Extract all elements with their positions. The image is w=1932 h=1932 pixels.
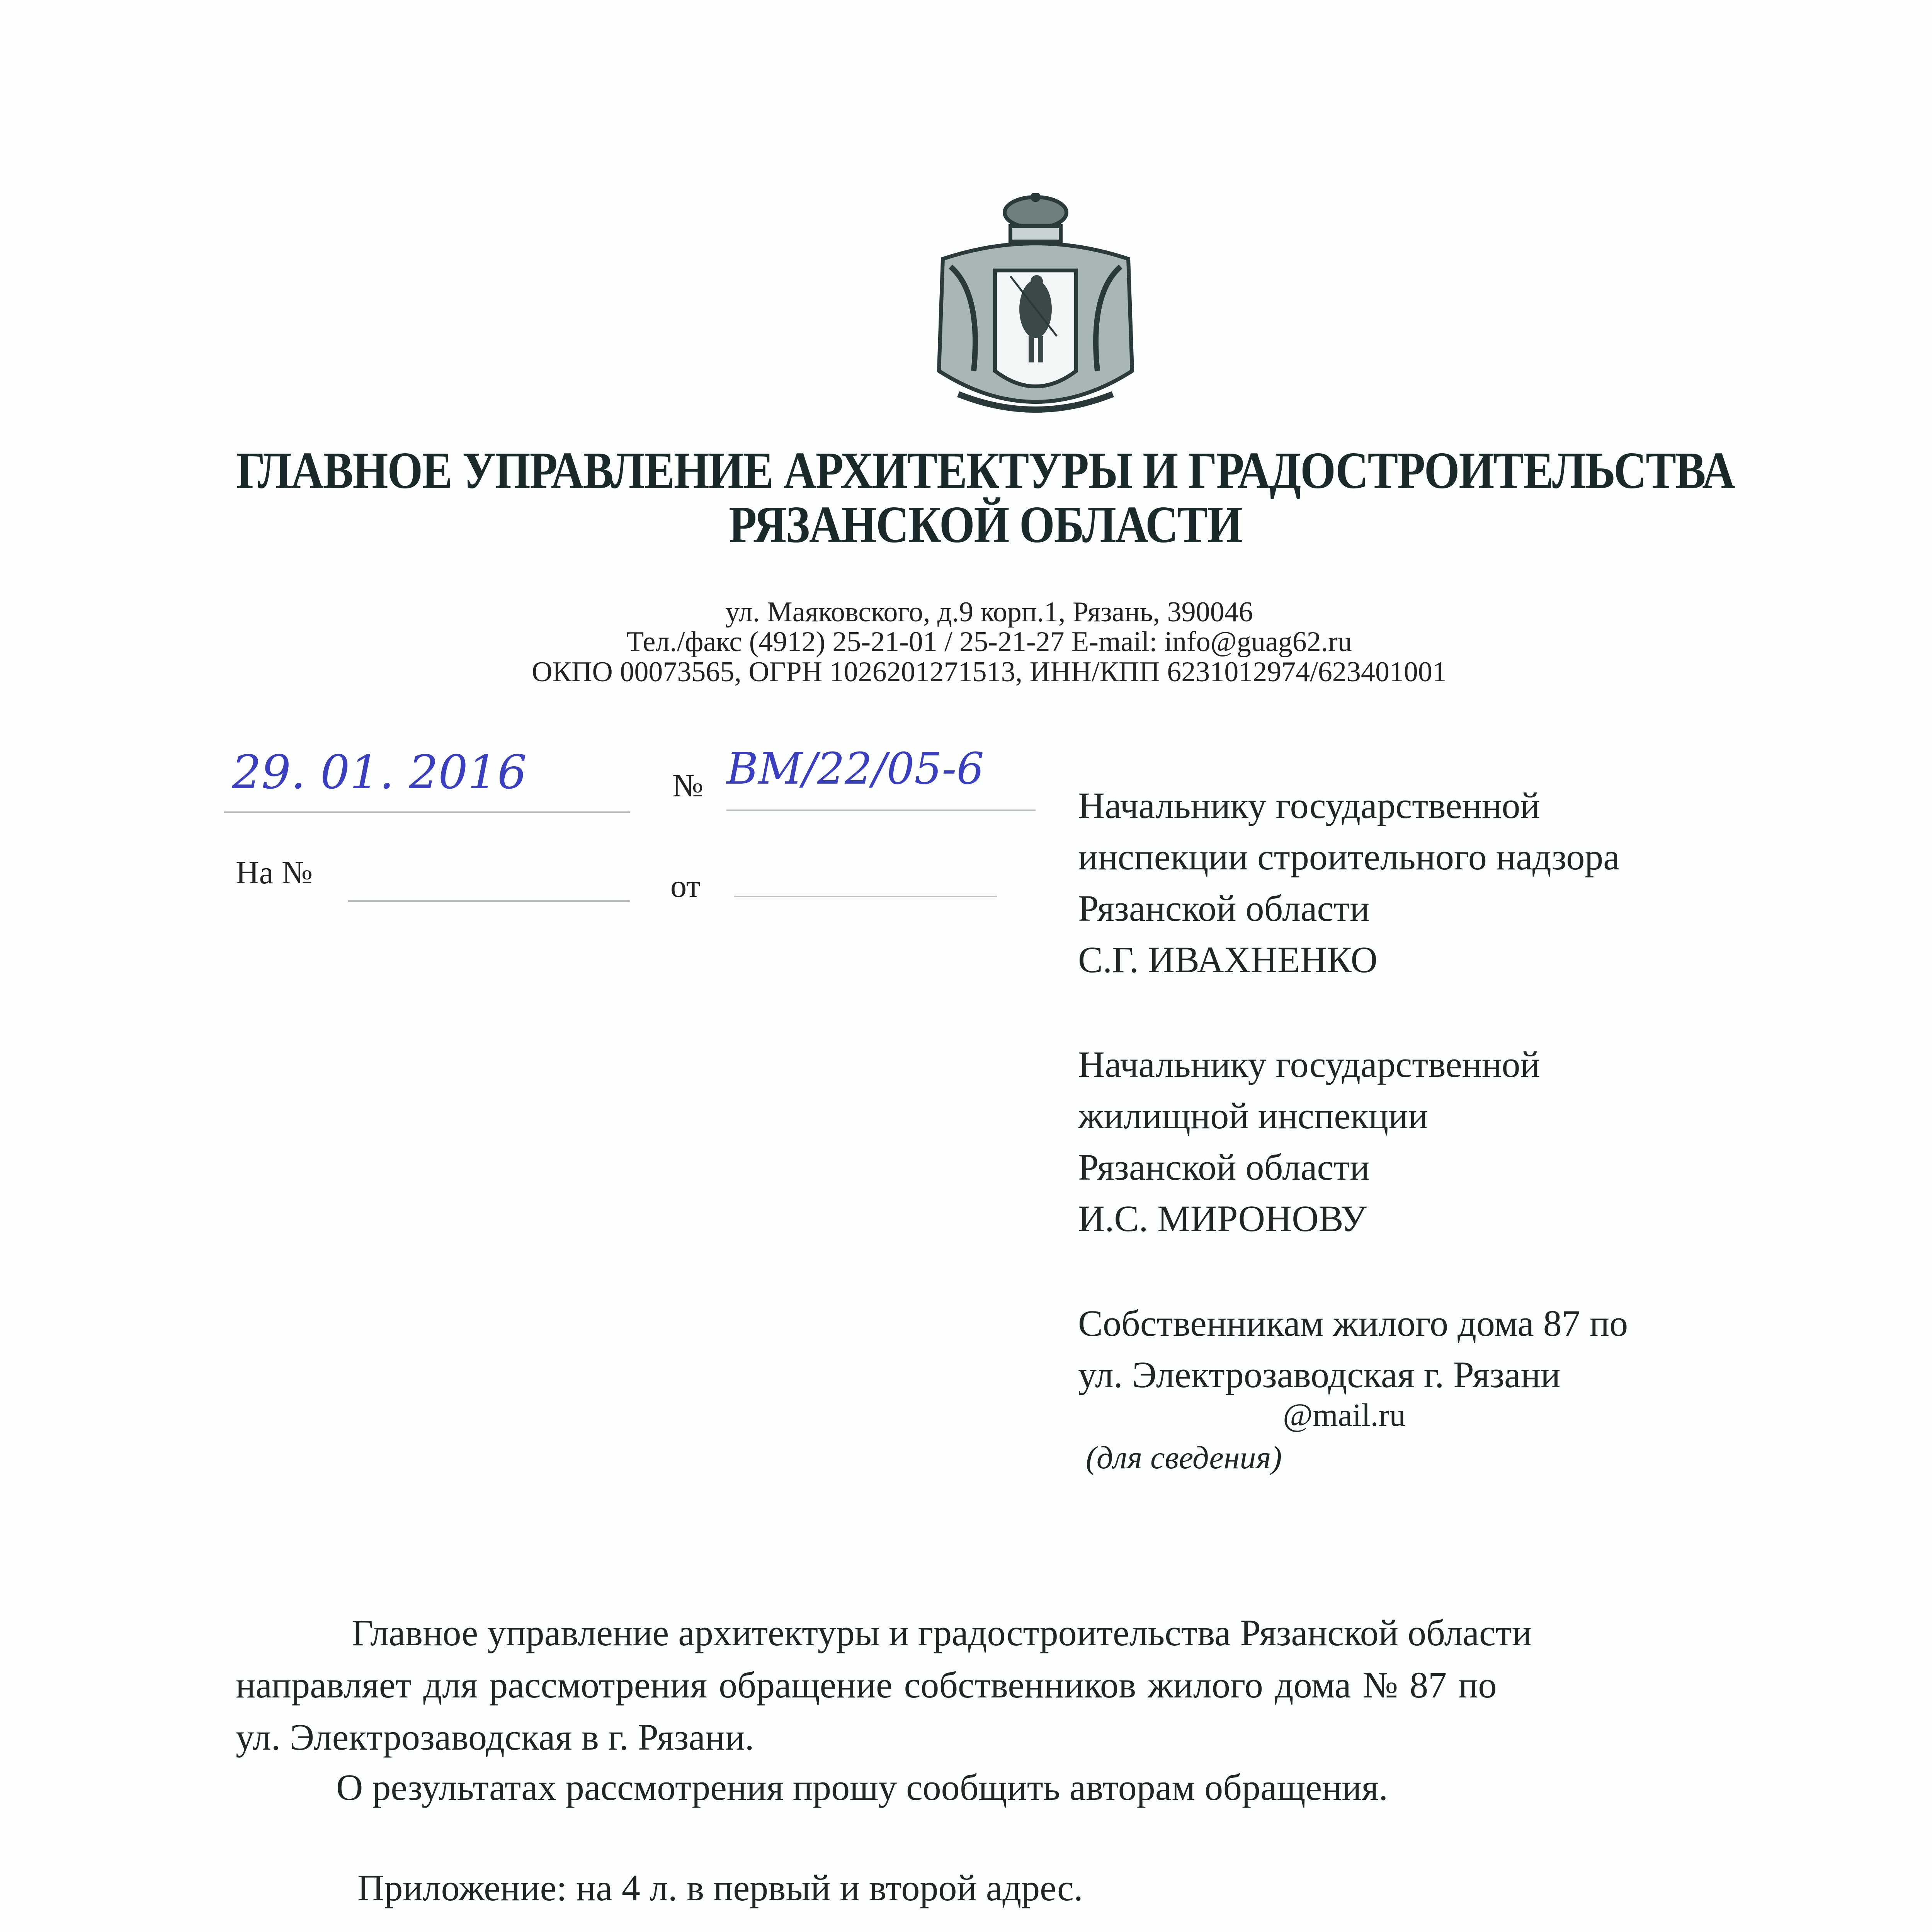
addressee-3-note: (для сведения) — [1086, 1440, 1282, 1476]
organization-title-line1: ГЛАВНОЕ УПРАВЛЕНИЕ АРХИТЕКТУРЫ И ГРАДОСТРОИТЕЛЬСТВА — [236, 441, 1735, 500]
from-underline — [734, 896, 997, 897]
addressee-3-email: @mail.ru — [1283, 1397, 1406, 1433]
addressee-1 — [1078, 786, 1620, 979]
body-paragraph-1-line-1: Главное управление архитектуры и градостроительства Рязанской области — [352, 1612, 1532, 1653]
organization-address: ул. Маяковского, д.9 корп.1, Рязань, 390046 — [725, 596, 1253, 628]
date-underline — [224, 811, 630, 813]
body-paragraph-1-line-3: ул. Электрозаводская в г. Рязани. — [236, 1716, 754, 1758]
addressee-1-line: Начальнику государственной — [1078, 785, 1540, 826]
addressee-1-line: Рязанской области — [1078, 888, 1370, 929]
body-paragraph-2: О результатах рассмотрения прошу сообщить авторам обращения. — [336, 1767, 1388, 1808]
organization-phone-email: Тел./факс (4912) 25-21-01 / 25-21-27 E-mail: info@guag62.ru — [626, 626, 1352, 658]
addressee-2-line: Рязанской области — [1078, 1146, 1370, 1188]
attachment-note: Приложение: на 4 л. в первый и второй адрес. — [357, 1867, 1083, 1908]
addressee-2-line: жилищной инспекции — [1078, 1095, 1428, 1136]
number-underline — [726, 810, 1036, 811]
organization-registry-codes: ОКПО 00073565, ОГРН 1026201271513, ИНН/КПП 6231012974/623401001 — [532, 656, 1447, 688]
addressee-2-name: И.С. МИРОНОВУ — [1078, 1198, 1367, 1239]
coat-of-arms-emblem — [927, 193, 1144, 425]
organization-title-line2: РЯЗАНСКОЙ ОБЛАСТИ — [729, 495, 1242, 554]
addressee-3-line: ул. Электрозаводская г. Рязани — [1078, 1354, 1561, 1395]
reply-to-label: На № — [236, 855, 313, 891]
body-paragraph-1-line-2: направляет для рассмотрения обращение собственников жилого дома № 87 по — [236, 1664, 1497, 1706]
addressee-3 — [1078, 1304, 1628, 1475]
addressee-1-name: С.Г. ИВАХНЕНКО — [1078, 939, 1378, 980]
outgoing-number: ВМ/22/05-6 — [726, 744, 984, 794]
addressee-1-line: инспекции строительного надзора — [1078, 836, 1620, 878]
number-label: № — [672, 768, 704, 804]
addressee-2 — [1078, 1045, 1540, 1238]
addressee-2-line: Начальнику государственной — [1078, 1044, 1540, 1085]
reply-to-underline — [348, 900, 630, 902]
outgoing-date: 29. 01. 2016 — [232, 746, 527, 799]
addressee-3-line: Собственникам жилого дома 87 по — [1078, 1303, 1628, 1344]
from-label: от — [670, 868, 701, 904]
